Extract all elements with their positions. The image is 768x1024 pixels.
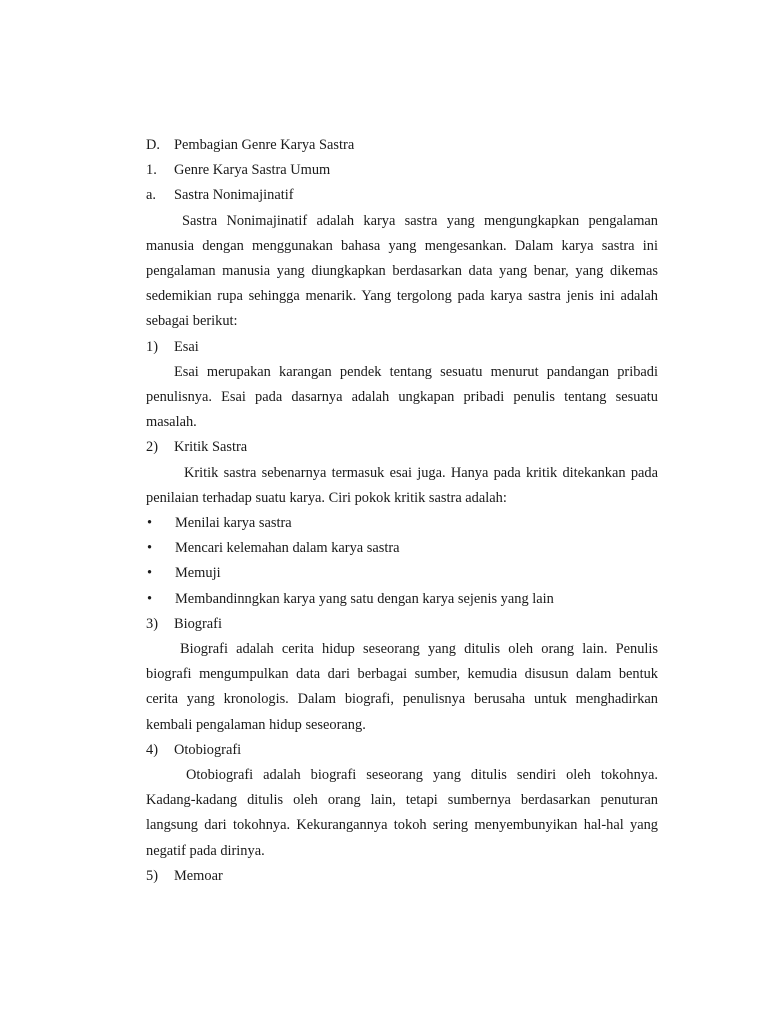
item-marker: 2)	[146, 439, 158, 456]
bullet-text: Menilai karya sastra	[175, 514, 292, 531]
subsection-heading-1	[146, 158, 658, 183]
intro-paragraph: Sastra Nonimajinatif adalah karya sastra yang mengungkapkan pengalaman manusia dengan menggunakan bahasa yang mengesankan. Dalam karya sastra ini pengalaman manusia yang diungkapkan berdasarkan data yang benar, yang dikemas sedemikian rupa sehingga menarik. Yang tergolong pada karya sastra jenis ini adalah sebagai berikut:	[146, 212, 658, 330]
bullet-item	[146, 587, 658, 612]
bullet-icon: •	[147, 514, 153, 531]
subsubsection-heading-a	[146, 183, 658, 208]
bullet-icon: •	[147, 565, 153, 582]
bullet-icon: •	[147, 590, 153, 607]
item-heading-memoar	[146, 864, 658, 889]
bullet-text: Membandinngkan karya yang satu dengan karya sejenis yang lain	[175, 590, 554, 607]
item-marker: 1)	[146, 338, 158, 355]
bullet-icon: •	[147, 540, 153, 557]
subsubsection-marker: a.	[146, 187, 156, 204]
item-heading-kritik-sastra	[146, 435, 658, 460]
item-paragraph-biografi: Biografi adalah cerita hidup seseorang yang ditulis oleh orang lain. Penulis biografi mengumpulkan data dari berbagai sumber, kemudia disusun dalam bentuk cerita yang kronologis. Dalam biografi, penulisnya berusaha untuk menghadirkan kembali pengalaman hidup seseorang.	[146, 640, 658, 733]
item-heading-esai	[146, 335, 658, 360]
section-heading-d	[146, 133, 658, 158]
item-marker: 3)	[146, 615, 158, 632]
bullet-item	[146, 561, 658, 586]
item-title: Kritik Sastra	[174, 439, 248, 456]
item-title: Otobiografi	[174, 741, 242, 758]
bullet-text: Memuji	[175, 565, 221, 582]
subsection-marker: 1.	[146, 162, 157, 179]
item-heading-biografi	[146, 612, 658, 637]
item-paragraph-kritik-sastra: Kritik sastra sebenarnya termasuk esai juga. Hanya pada kritik ditekankan pada penilaian terhadap suatu karya. Ciri pokok kritik sastra adalah:	[146, 464, 658, 506]
item-heading-otobiografi	[146, 738, 658, 763]
item-marker: 5)	[146, 867, 158, 884]
item-title: Biografi	[174, 615, 222, 632]
item-paragraph-esai: Esai merupakan karangan pendek tentang sesuatu menurut pandangan pribadi penulisnya. Esai pada dasarnya adalah ungkapan pribadi penulis tentang sesuatu masalah.	[146, 363, 658, 431]
document-page	[146, 133, 658, 889]
item-title: Memoar	[174, 867, 223, 884]
subsubsection-title: Sastra Nonimajinatif	[174, 187, 294, 204]
item-title: Esai	[174, 338, 199, 355]
bullet-item	[146, 511, 658, 536]
section-title: Pembagian Genre Karya Sastra	[174, 137, 355, 153]
subsection-title: Genre Karya Sastra Umum	[174, 162, 331, 179]
item-marker: 4)	[146, 741, 158, 758]
bullet-item	[146, 536, 658, 561]
section-marker: D.	[146, 137, 160, 153]
bullet-text: Mencari kelemahan dalam karya sastra	[175, 540, 400, 557]
item-paragraph-otobiografi: Otobiografi adalah biografi seseorang yang ditulis sendiri oleh tokohnya. Kadang-kadang ditulis oleh orang lain, tetapi sumbernya berdasarkan penuturan langsung dari tokohnya. Kekurangannya tokoh sering menyembunyikan hal-hal yang negatif pada dirinya.	[146, 766, 658, 859]
